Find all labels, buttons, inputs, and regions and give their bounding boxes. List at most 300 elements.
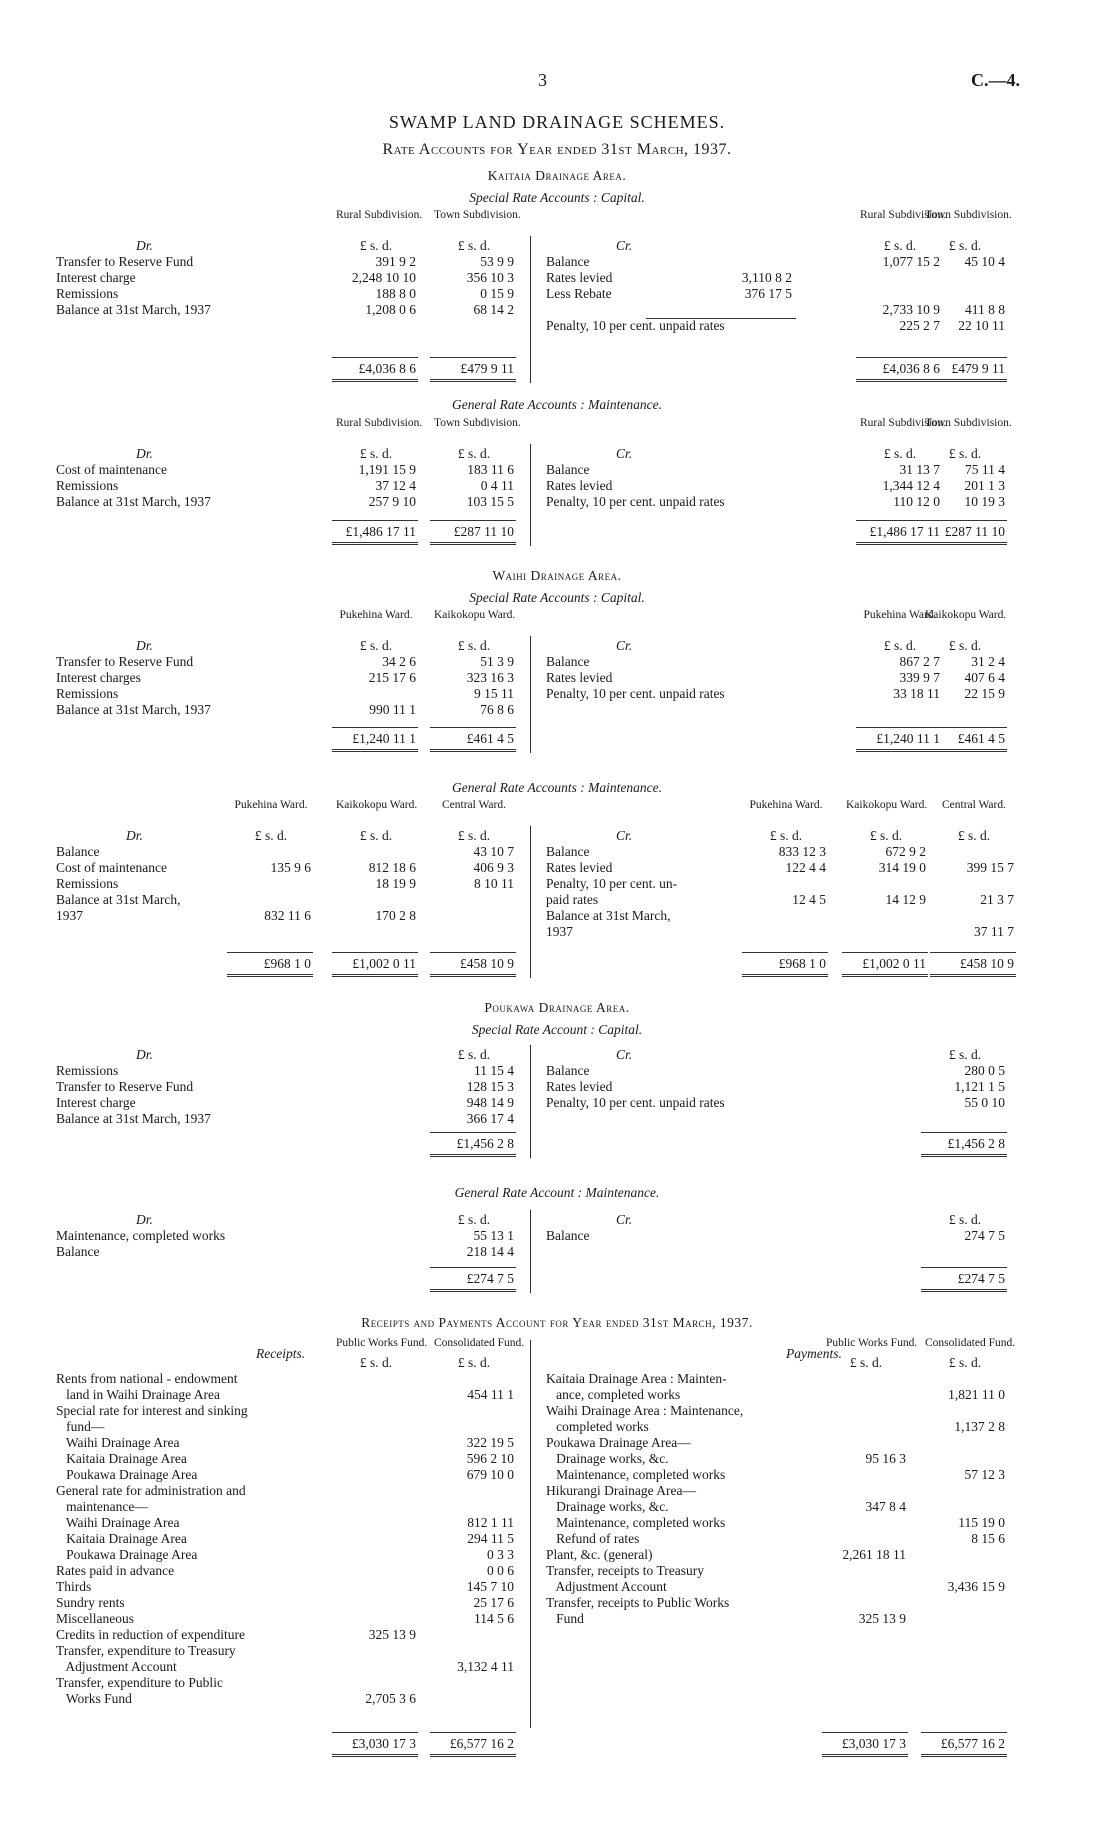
- payments-label: Payments.: [786, 1346, 842, 1361]
- debit-amount: 11 15 4: [474, 1063, 514, 1078]
- payment-label: Drainage works, &c.: [546, 1451, 669, 1466]
- credit-label: Penalty, 10 per cent. unpaid rates: [546, 1095, 725, 1110]
- total-rule: [430, 1732, 516, 1733]
- lsd-heading: £ s. d.: [948, 638, 982, 653]
- total-rule: [921, 1267, 1007, 1268]
- kaitaia-heading: Kaitaia Drainage Area.: [487, 168, 627, 183]
- debit-total: £274 7 5: [466, 1271, 514, 1286]
- debit-total: £1,002 0 11: [352, 956, 416, 971]
- waihi-heading: Waihi Drainage Area.: [492, 568, 622, 583]
- column-heading: Rural Subdivision.: [336, 417, 423, 429]
- payment-amount-public-works: 2,261 18 11: [842, 1547, 906, 1562]
- total-rule: [930, 952, 1016, 953]
- credit-amount: 201 1 3: [964, 478, 1005, 493]
- column-rule: [530, 826, 531, 978]
- total-rule: [430, 952, 516, 953]
- credit-amount: 75 11 4: [965, 462, 1005, 477]
- receipt-label: Rents from national - endowment: [56, 1371, 238, 1386]
- total-rule: [332, 1732, 418, 1733]
- page-number: 3: [538, 70, 547, 90]
- column-heading: Rural Subdivision.: [860, 417, 947, 429]
- total-rule: [742, 952, 828, 953]
- credit-label: Penalty, 10 per cent. un-: [546, 876, 678, 891]
- column-heading: Rural Subdivision.: [860, 209, 947, 221]
- receipt-label: Works Fund: [56, 1691, 132, 1706]
- column-rule: [530, 444, 531, 546]
- debit-amount: 218 14 4: [466, 1244, 514, 1259]
- receipt-label: Thirds: [56, 1579, 92, 1594]
- payments-total-public-works: £3,030 17 3: [841, 1736, 906, 1751]
- debit-amount: 37 12 4: [375, 478, 416, 493]
- double-rule: [430, 542, 516, 545]
- payment-label: Poukawa Drainage Area—: [546, 1435, 691, 1450]
- double-rule: [430, 1754, 516, 1757]
- lsd-heading: £ s. d.: [948, 1355, 982, 1370]
- payment-amount-public-works: 325 13 9: [858, 1611, 906, 1626]
- double-rule: [332, 1754, 418, 1757]
- receipt-label: land in Waihi Drainage Area: [56, 1387, 220, 1402]
- column-heading: Pukehina Ward.: [234, 799, 308, 811]
- credit-total: £461 4 5: [957, 731, 1005, 746]
- debit-total: £968 1 0: [263, 956, 311, 971]
- lsd-heading: £ s. d.: [957, 828, 991, 843]
- receipt-label: Kaitaia Drainage Area: [56, 1531, 187, 1546]
- credit-amount: 274 7 5: [964, 1228, 1005, 1243]
- credit-amount: 314 19 0: [878, 860, 926, 875]
- poukawa-capital-account: [56, 1030, 1028, 1170]
- credit-total: £1,486 17 11: [869, 524, 940, 539]
- lsd-heading: £ s. d.: [869, 828, 903, 843]
- lsd-heading: £ s. d.: [457, 1047, 491, 1062]
- total-rule: [332, 952, 418, 953]
- credit-label: Rates levied: [546, 670, 613, 685]
- credit-total: £1,002 0 11: [862, 956, 926, 971]
- receipt-amount-public-works: 325 13 9: [368, 1627, 416, 1642]
- column-heading: Kaikokopu Ward.: [925, 609, 1007, 621]
- debit-amount: 356 10 3: [466, 270, 514, 285]
- receipt-label: Credits in reduction of expenditure: [56, 1627, 245, 1642]
- cr-label: Cr.: [616, 238, 633, 253]
- receipt-label: Poukawa Drainage Area: [56, 1467, 198, 1482]
- credit-label: Less Rebate: [546, 286, 612, 301]
- column-heading: Public Works Fund.: [336, 1337, 428, 1349]
- receipt-label: Poukawa Drainage Area: [56, 1547, 198, 1562]
- debit-label: Remissions: [56, 1063, 119, 1078]
- lsd-heading: £ s. d.: [457, 1355, 491, 1370]
- lsd-heading: £ s. d.: [948, 1212, 982, 1227]
- column-heading: Consolidated Fund.: [925, 1337, 1016, 1349]
- receipt-amount-consolidated: 145 7 10: [466, 1579, 514, 1594]
- credit-label: Rates levied: [546, 1079, 613, 1094]
- payment-amount-consolidated: 115 19 0: [958, 1515, 1005, 1530]
- total-rule: [227, 952, 313, 953]
- total-rule: [921, 520, 1007, 521]
- credit-total: £479 9 11: [951, 361, 1005, 376]
- cr-label: Cr.: [616, 638, 633, 653]
- debit-amount: 215 17 6: [368, 670, 416, 685]
- payment-label: Waihi Drainage Area : Maintenance,: [546, 1403, 744, 1418]
- double-rule: [332, 542, 418, 545]
- credit-amount: 833 12 3: [778, 844, 826, 859]
- receipt-label: Waihi Drainage Area: [56, 1515, 180, 1530]
- debit-amount: 832 11 6: [264, 908, 311, 923]
- payment-amount-consolidated: 8 15 6: [971, 1531, 1005, 1546]
- credit-label: Balance: [546, 254, 590, 269]
- credit-amount: 14 12 9: [885, 892, 926, 907]
- credit-amount: 411 8 8: [965, 302, 1005, 317]
- receipt-label: fund—: [56, 1419, 105, 1434]
- credit-amount: 55 0 10: [964, 1095, 1005, 1110]
- column-heading: Town Subdivision.: [434, 209, 521, 221]
- debit-amount: 2,248 10 10: [351, 270, 416, 285]
- subtotal-rule: [646, 318, 796, 319]
- debit-amount: 948 14 9: [466, 1095, 514, 1110]
- column-heading: Public Works Fund.: [826, 1337, 918, 1349]
- credit-label: Rates levied: [546, 270, 613, 285]
- total-rule: [430, 727, 516, 728]
- double-rule: [430, 1154, 516, 1157]
- debit-amount: 0 4 11: [480, 478, 514, 493]
- column-heading: Pukehina Ward.: [339, 609, 413, 621]
- credit-label: Penalty, 10 per cent. unpaid rates: [546, 686, 725, 701]
- debit-label: Balance: [56, 1244, 100, 1259]
- receipts-payments-heading: Receipts and Payments Account for Year ended 31st March, 1937.: [361, 1315, 753, 1330]
- credit-label: Penalty, 10 per cent. unpaid rates: [546, 494, 725, 509]
- double-rule: [822, 1754, 908, 1757]
- payment-label: Adjustment Account: [546, 1579, 667, 1594]
- credit-amount: 31 2 4: [971, 654, 1005, 669]
- debit-label: Balance at 31st March,: [56, 892, 181, 907]
- credit-label: Balance: [546, 462, 590, 477]
- credit-label: Balance: [546, 1228, 590, 1243]
- debit-total: £4,036 8 6: [358, 361, 416, 376]
- column-rule: [530, 1340, 531, 1728]
- total-rule: [921, 1132, 1007, 1133]
- dr-label: Dr.: [136, 446, 153, 461]
- kaitaia-maintenance-account: [56, 418, 1028, 558]
- lsd-heading: £ s. d.: [457, 238, 491, 253]
- debit-amount: 183 11 6: [467, 462, 514, 477]
- lsd-heading: £ s. d.: [457, 446, 491, 461]
- credit-amount: 122 4 4: [785, 860, 826, 875]
- payment-label: Hikurangi Drainage Area—: [546, 1483, 696, 1498]
- double-rule: [430, 974, 516, 977]
- debit-total: £479 9 11: [460, 361, 514, 376]
- credit-label: Balance: [546, 1063, 590, 1078]
- credit-amount: 280 0 5: [964, 1063, 1005, 1078]
- credit-total: £287 11 10: [944, 524, 1005, 539]
- column-heading: Town Subdivision.: [434, 417, 521, 429]
- double-rule: [430, 379, 516, 382]
- payment-amount-consolidated: 3,436 15 9: [947, 1579, 1005, 1594]
- dr-label: Dr.: [136, 638, 153, 653]
- credit-label: Penalty, 10 per cent. unpaid rates: [546, 318, 725, 333]
- dr-label: Dr.: [136, 1047, 153, 1062]
- total-rule: [332, 357, 418, 358]
- debit-amount: 990 11 1: [369, 702, 416, 717]
- column-heading: Central Ward.: [941, 799, 1006, 811]
- total-rule: [921, 1732, 1007, 1733]
- payment-label: completed works: [546, 1419, 649, 1434]
- receipt-label: Transfer, expenditure to Treasury: [56, 1643, 236, 1658]
- double-rule: [430, 749, 516, 752]
- debit-label: Cost of maintenance: [56, 462, 167, 477]
- column-heading: Kaikokopu Ward.: [336, 799, 418, 811]
- payment-label: Refund of rates: [546, 1531, 640, 1546]
- credit-amount: 37 11 7: [974, 924, 1014, 939]
- total-rule: [842, 952, 928, 953]
- debit-label: Balance: [56, 844, 100, 859]
- debit-total: £461 4 5: [466, 731, 514, 746]
- receipt-amount-consolidated: 294 11 5: [467, 1531, 514, 1546]
- credit-amount: 407 6 4: [964, 670, 1005, 685]
- receipt-amount-consolidated: 812 1 11: [467, 1515, 514, 1530]
- receipt-amount-consolidated: 322 19 5: [466, 1435, 514, 1450]
- cr-label: Cr.: [616, 446, 633, 461]
- double-rule: [332, 974, 418, 977]
- debit-label: Remissions: [56, 876, 119, 891]
- lsd-heading: £ s. d.: [457, 1212, 491, 1227]
- payment-amount-consolidated: 57 12 3: [964, 1467, 1005, 1482]
- receipt-label: Miscellaneous: [56, 1611, 134, 1626]
- lsd-heading: £ s. d.: [359, 638, 393, 653]
- column-rule: [530, 236, 531, 383]
- receipt-amount-consolidated: 0 3 3: [487, 1547, 514, 1562]
- lsd-heading: £ s. d.: [849, 1355, 883, 1370]
- double-rule: [921, 1154, 1007, 1157]
- debit-label: Remissions: [56, 686, 119, 701]
- lsd-heading: £ s. d.: [359, 1355, 393, 1370]
- dr-label: Dr.: [126, 828, 143, 843]
- debit-total: £1,240 11 1: [352, 731, 416, 746]
- kaitaia-capital-account: [56, 210, 1028, 395]
- cr-label: Cr.: [616, 1212, 633, 1227]
- credit-amount: 110 12 0: [893, 494, 940, 509]
- column-heading: Rural Subdivision.: [336, 209, 423, 221]
- lsd-heading: £ s. d.: [359, 828, 393, 843]
- payment-amount-consolidated: 1,821 11 0: [948, 1387, 1005, 1402]
- debit-label: Interest charge: [56, 1095, 136, 1110]
- debit-label: 1937: [56, 908, 83, 923]
- debit-amount: 1,208 0 6: [365, 302, 416, 317]
- credit-label: Balance: [546, 844, 590, 859]
- double-rule: [930, 974, 1016, 977]
- debit-amount: 188 8 0: [375, 286, 416, 301]
- debit-label: Balance at 31st March, 1937: [56, 494, 211, 509]
- debit-label: Maintenance, completed works: [56, 1228, 226, 1243]
- credit-amount: 45 10 4: [964, 254, 1005, 269]
- debit-label: Interest charge: [56, 270, 136, 285]
- column-heading: Kaikokopu Ward.: [846, 799, 928, 811]
- credit-label: 1937: [546, 924, 573, 939]
- column-rule: [530, 636, 531, 753]
- credit-subamount: 376 17 5: [744, 286, 792, 301]
- cr-label: Cr.: [616, 1047, 633, 1062]
- payment-amount-consolidated: 1,137 2 8: [954, 1419, 1005, 1434]
- lsd-heading: £ s. d.: [948, 1047, 982, 1062]
- debit-amount: 43 10 7: [473, 844, 514, 859]
- waihi-capital-heading: Special Rate Accounts : Capital.: [469, 590, 645, 605]
- waihi-maintenance-account: [56, 800, 1028, 990]
- debit-amount: 68 14 2: [473, 302, 514, 317]
- double-rule: [921, 749, 1007, 752]
- credit-amount: 867 2 7: [899, 654, 940, 669]
- page-header: [0, 70, 1114, 90]
- total-rule: [921, 727, 1007, 728]
- payment-label: Maintenance, completed works: [546, 1515, 726, 1530]
- credit-amount: 21 3 7: [980, 892, 1014, 907]
- credit-label: Balance at 31st March,: [546, 908, 671, 923]
- debit-label: Transfer to Reserve Fund: [56, 1079, 194, 1094]
- debit-amount: 9 15 11: [474, 686, 514, 701]
- payments-total-consolidated: £6,577 16 2: [940, 1736, 1005, 1751]
- debit-total: £1,486 17 11: [345, 524, 416, 539]
- debit-label: Transfer to Reserve Fund: [56, 254, 194, 269]
- credit-label: Balance: [546, 654, 590, 669]
- document-title: SWAMP LAND DRAINAGE SCHEMES.: [388, 112, 726, 132]
- double-rule: [742, 974, 828, 977]
- debit-label: Balance at 31st March, 1937: [56, 1111, 211, 1126]
- payment-label: Kaitaia Drainage Area : Mainten-: [546, 1371, 727, 1386]
- receipts-label: Receipts.: [256, 1346, 306, 1361]
- dr-label: Dr.: [136, 238, 153, 253]
- receipt-label: Kaitaia Drainage Area: [56, 1451, 187, 1466]
- lsd-heading: £ s. d.: [883, 238, 917, 253]
- lsd-heading: £ s. d.: [769, 828, 803, 843]
- debit-amount: 103 15 5: [466, 494, 514, 509]
- lsd-heading: £ s. d.: [254, 828, 288, 843]
- debit-amount: 391 9 2: [375, 254, 416, 269]
- credit-amount: 10 19 3: [964, 494, 1005, 509]
- double-rule: [842, 974, 928, 977]
- total-rule: [921, 357, 1007, 358]
- column-heading: Town Subdivision.: [925, 209, 1012, 221]
- debit-amount: 76 8 6: [480, 702, 514, 717]
- receipt-label: Rates paid in advance: [56, 1563, 175, 1578]
- lsd-heading: £ s. d.: [883, 446, 917, 461]
- payment-amount-public-works: 347 8 4: [865, 1499, 906, 1514]
- column-heading: Pukehina Ward.: [749, 799, 823, 811]
- receipt-amount-consolidated: 454 11 1: [467, 1387, 514, 1402]
- credit-amount: 225 2 7: [899, 318, 940, 333]
- receipt-label: Transfer, expenditure to Public: [56, 1675, 223, 1690]
- debit-amount: 8 10 11: [474, 876, 514, 891]
- kaitaia-maintenance-heading: General Rate Accounts : Maintenance.: [451, 397, 663, 412]
- credit-amount: 12 4 5: [792, 892, 826, 907]
- debit-label: Balance at 31st March, 1937: [56, 302, 211, 317]
- debit-total: £287 11 10: [453, 524, 514, 539]
- debit-label: Remissions: [56, 286, 119, 301]
- double-rule: [332, 379, 418, 382]
- kaitaia-capital-heading: Special Rate Accounts : Capital.: [469, 190, 645, 205]
- credit-label: Rates levied: [546, 478, 613, 493]
- debit-label: Cost of maintenance: [56, 860, 167, 875]
- column-rule: [530, 1045, 531, 1158]
- credit-amount: 2,733 10 9: [882, 302, 940, 317]
- receipt-label: General rate for administration and: [56, 1483, 246, 1498]
- dr-label: Dr.: [136, 1212, 153, 1227]
- receipt-label: Special rate for interest and sinking: [56, 1403, 248, 1418]
- poukawa-maintenance-account: [56, 1195, 1028, 1305]
- total-rule: [332, 727, 418, 728]
- payment-label: Transfer, receipts to Treasury: [546, 1563, 704, 1578]
- double-rule: [921, 542, 1007, 545]
- receipt-amount-public-works: 2,705 3 6: [365, 1691, 416, 1706]
- credit-total: £1,240 11 1: [876, 731, 940, 746]
- double-rule: [921, 1289, 1007, 1292]
- document-subtitle: Rate Accounts for Year ended 31st March, 1937.: [382, 141, 732, 158]
- poukawa-capital-heading: Special Rate Account : Capital.: [471, 1022, 643, 1037]
- receipts-total-public-works: £3,030 17 3: [351, 1736, 416, 1751]
- poukawa-maintenance-heading: General Rate Account : Maintenance.: [454, 1185, 660, 1200]
- payment-label: Drainage works, &c.: [546, 1499, 669, 1514]
- credit-total: £274 7 5: [957, 1271, 1005, 1286]
- receipt-label: Adjustment Account: [56, 1659, 177, 1674]
- payment-label: Fund: [546, 1611, 584, 1626]
- double-rule: [430, 1289, 516, 1292]
- debit-amount: 170 2 8: [375, 908, 416, 923]
- debit-amount: 34 2 6: [382, 654, 416, 669]
- credit-total: £968 1 0: [778, 956, 826, 971]
- credit-label: Rates levied: [546, 860, 613, 875]
- credit-amount: 22 15 9: [964, 686, 1005, 701]
- column-rule: [530, 1210, 531, 1293]
- debit-label: Remissions: [56, 478, 119, 493]
- poukawa-heading: Poukawa Drainage Area.: [484, 1000, 630, 1015]
- debit-amount: 135 9 6: [270, 860, 311, 875]
- receipt-label: Waihi Drainage Area: [56, 1435, 180, 1450]
- credit-amount: 1,121 1 5: [954, 1079, 1005, 1094]
- receipt-label: Sundry rents: [56, 1595, 125, 1610]
- debit-amount: 812 18 6: [368, 860, 416, 875]
- column-heading: Kaikokopu Ward.: [434, 609, 516, 621]
- total-rule: [822, 1732, 908, 1733]
- receipt-amount-consolidated: 114 5 6: [474, 1611, 514, 1626]
- double-rule: [332, 749, 418, 752]
- credit-amount: 1,344 12 4: [882, 478, 940, 493]
- column-heading: Pukehina Ward.: [863, 609, 937, 621]
- total-rule: [430, 520, 516, 521]
- debit-total: £1,456 2 8: [456, 1136, 514, 1151]
- debit-amount: 257 9 10: [368, 494, 416, 509]
- credit-amount: 22 10 11: [958, 318, 1005, 333]
- debit-amount: 366 17 4: [466, 1111, 514, 1126]
- debit-amount: 53 9 9: [480, 254, 514, 269]
- column-heading: Town Subdivision.: [925, 417, 1012, 429]
- lsd-heading: £ s. d.: [883, 638, 917, 653]
- debit-label: Interest charges: [56, 670, 141, 685]
- receipt-amount-consolidated: 679 10 0: [466, 1467, 514, 1482]
- debit-amount: 55 13 1: [473, 1228, 514, 1243]
- lsd-heading: £ s. d.: [359, 238, 393, 253]
- page-reference: C.—4.: [971, 70, 1020, 90]
- receipt-amount-consolidated: 596 2 10: [466, 1451, 514, 1466]
- total-rule: [430, 1267, 516, 1268]
- credit-amount: 1,077 15 2: [882, 254, 940, 269]
- receipt-amount-consolidated: 3,132 4 11: [457, 1659, 514, 1674]
- total-rule: [430, 357, 516, 358]
- payment-label: Maintenance, completed works: [546, 1467, 726, 1482]
- credit-amount: 33 18 11: [893, 686, 940, 701]
- payment-label: Plant, &c. (general): [546, 1547, 653, 1562]
- receipts-payments-account: [56, 1338, 1028, 1758]
- debit-total: £458 10 9: [460, 956, 514, 971]
- debit-amount: 406 9 3: [473, 860, 514, 875]
- debit-amount: 323 16 3: [466, 670, 514, 685]
- lsd-heading: £ s. d.: [457, 638, 491, 653]
- credit-amount: 399 15 7: [966, 860, 1014, 875]
- credit-amount: 31 13 7: [899, 462, 940, 477]
